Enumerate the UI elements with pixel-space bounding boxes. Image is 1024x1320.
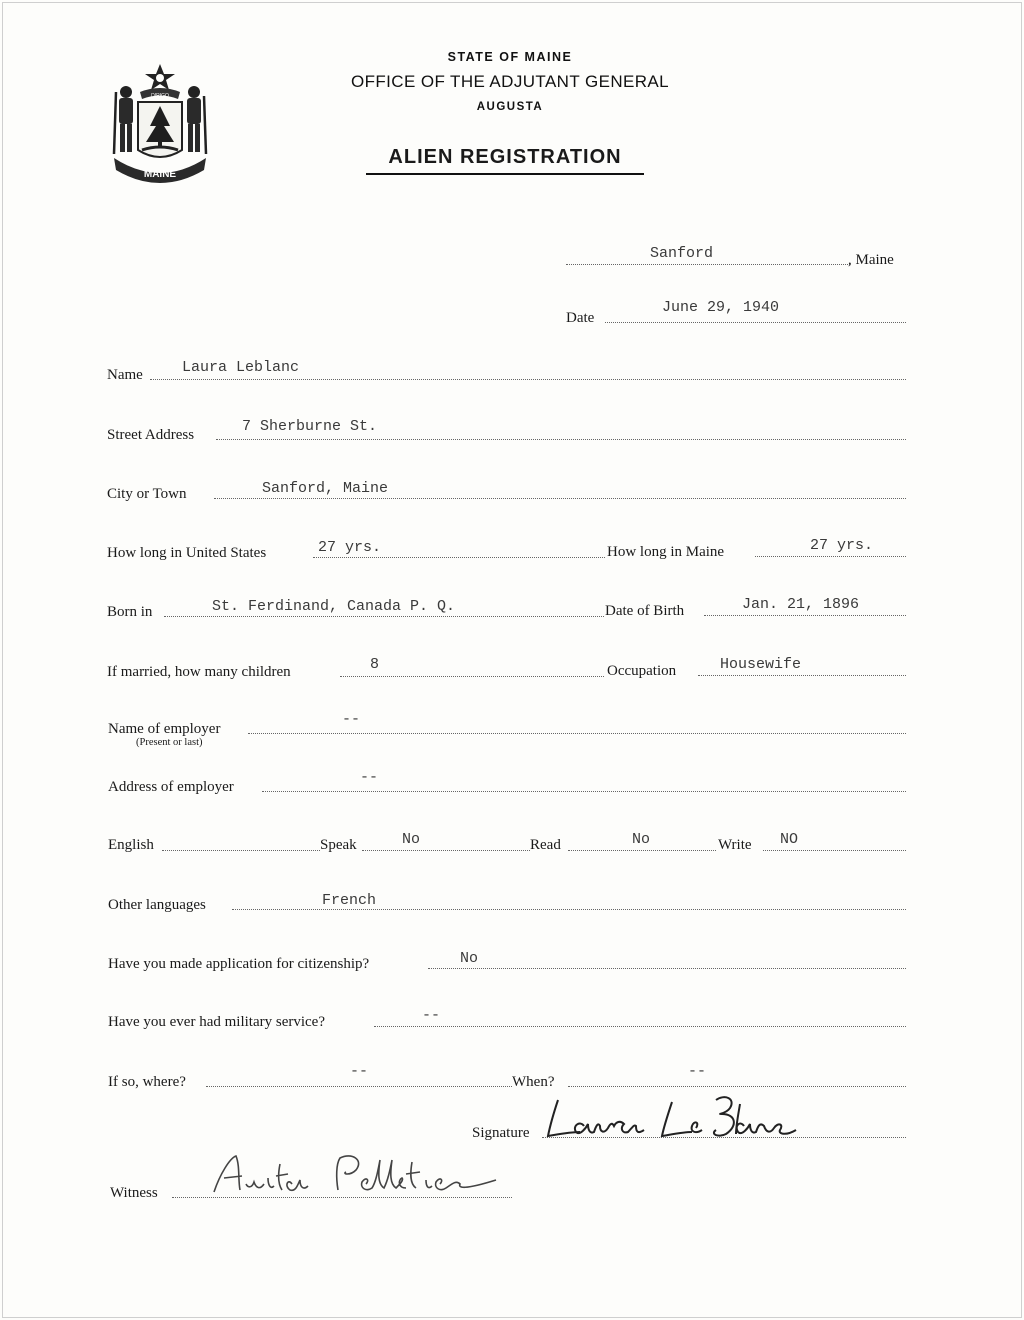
where-line xyxy=(206,1086,512,1087)
military-label: Have you ever had military service? xyxy=(108,1014,325,1030)
how-long-maine-value: 27 yrs. xyxy=(810,537,874,554)
name-line xyxy=(150,379,906,380)
how-long-maine-label: How long in Maine xyxy=(607,544,725,560)
children-value: 8 xyxy=(370,656,380,673)
occupation-value: Housewife xyxy=(720,656,802,673)
place-state-label: , Maine xyxy=(848,252,894,268)
citizenship-value: No xyxy=(460,950,479,967)
citizenship-label: Have you made application for citizenship? xyxy=(108,956,370,972)
speak-label: Speak xyxy=(320,837,357,853)
employer-name-line xyxy=(248,733,906,734)
born-in-line xyxy=(164,616,604,617)
form-title: ALIEN REGISTRATION xyxy=(366,146,644,175)
citizenship-line xyxy=(428,968,906,969)
where-label: If so, where? xyxy=(108,1074,186,1090)
other-languages-line xyxy=(232,909,906,910)
svg-text:MAINE: MAINE xyxy=(143,169,177,180)
svg-text:DIRIGO: DIRIGO xyxy=(151,93,169,99)
military-line xyxy=(374,1026,906,1027)
place-town-value: Sanford xyxy=(650,245,714,262)
page-border xyxy=(2,2,1022,1318)
witness-label: Witness xyxy=(110,1185,158,1201)
street-line xyxy=(216,439,906,440)
street-value: 7 Sherburne St. xyxy=(242,418,378,435)
dob-value: Jan. 21, 1896 xyxy=(742,596,860,613)
state-heading: STATE OF MAINE xyxy=(447,50,573,64)
occupation-label: Occupation xyxy=(607,663,677,679)
name-value: Laura Leblanc xyxy=(182,359,300,376)
city-line xyxy=(214,498,906,499)
occupation-line xyxy=(698,675,906,676)
read-value: No xyxy=(632,831,651,848)
english-label: English xyxy=(108,837,154,853)
dob-label: Date of Birth xyxy=(605,603,685,619)
speak-value: No xyxy=(402,831,421,848)
witness-handwriting xyxy=(206,1150,516,1200)
children-label: If married, how many children xyxy=(107,664,291,680)
born-in-value: St. Ferdinand, Canada P. Q. xyxy=(212,598,456,615)
read-line xyxy=(568,850,716,851)
english-line xyxy=(162,850,320,851)
date-value: June 29, 1940 xyxy=(662,299,780,316)
name-label: Name xyxy=(107,367,143,383)
military-value: -- xyxy=(422,1007,441,1024)
street-label: Street Address xyxy=(107,427,195,443)
write-line xyxy=(763,850,906,851)
how-long-us-value: 27 yrs. xyxy=(318,539,382,556)
dob-line xyxy=(704,615,906,616)
read-label: Read xyxy=(530,837,561,853)
children-line xyxy=(340,676,604,677)
city-label: City or Town xyxy=(107,486,187,502)
other-languages-value: French xyxy=(322,892,377,909)
date-line xyxy=(605,322,906,323)
how-long-us-label: How long in United States xyxy=(107,545,267,561)
employer-address-line xyxy=(262,791,906,792)
when-line xyxy=(568,1086,906,1087)
date-label: Date xyxy=(566,310,595,326)
employer-name-label: Name of employer xyxy=(108,721,221,737)
city-value: Sanford, Maine xyxy=(262,480,389,497)
write-label: Write xyxy=(718,837,752,853)
born-in-label: Born in xyxy=(107,604,153,620)
employer-address-label: Address of employer xyxy=(108,779,234,795)
how-long-us-line xyxy=(313,557,605,558)
signature-label: Signature xyxy=(472,1125,530,1141)
city-heading: AUGUSTA xyxy=(476,101,544,113)
employer-name-sublabel: (Present or last) xyxy=(136,737,203,748)
state-of-maine-seal xyxy=(104,62,216,188)
office-heading: OFFICE OF THE ADJUTANT GENERAL xyxy=(350,72,670,91)
employer-address-value: -- xyxy=(360,769,379,786)
employer-name-value: -- xyxy=(342,711,361,728)
signature-handwriting xyxy=(540,1092,820,1146)
speak-line xyxy=(362,850,530,851)
when-label: When? xyxy=(512,1074,555,1090)
where-value: -- xyxy=(350,1063,369,1080)
how-long-maine-line xyxy=(755,556,906,557)
write-value: NO xyxy=(780,831,799,848)
place-line xyxy=(566,264,850,265)
when-value: -- xyxy=(688,1063,707,1080)
other-languages-label: Other languages xyxy=(108,897,206,913)
